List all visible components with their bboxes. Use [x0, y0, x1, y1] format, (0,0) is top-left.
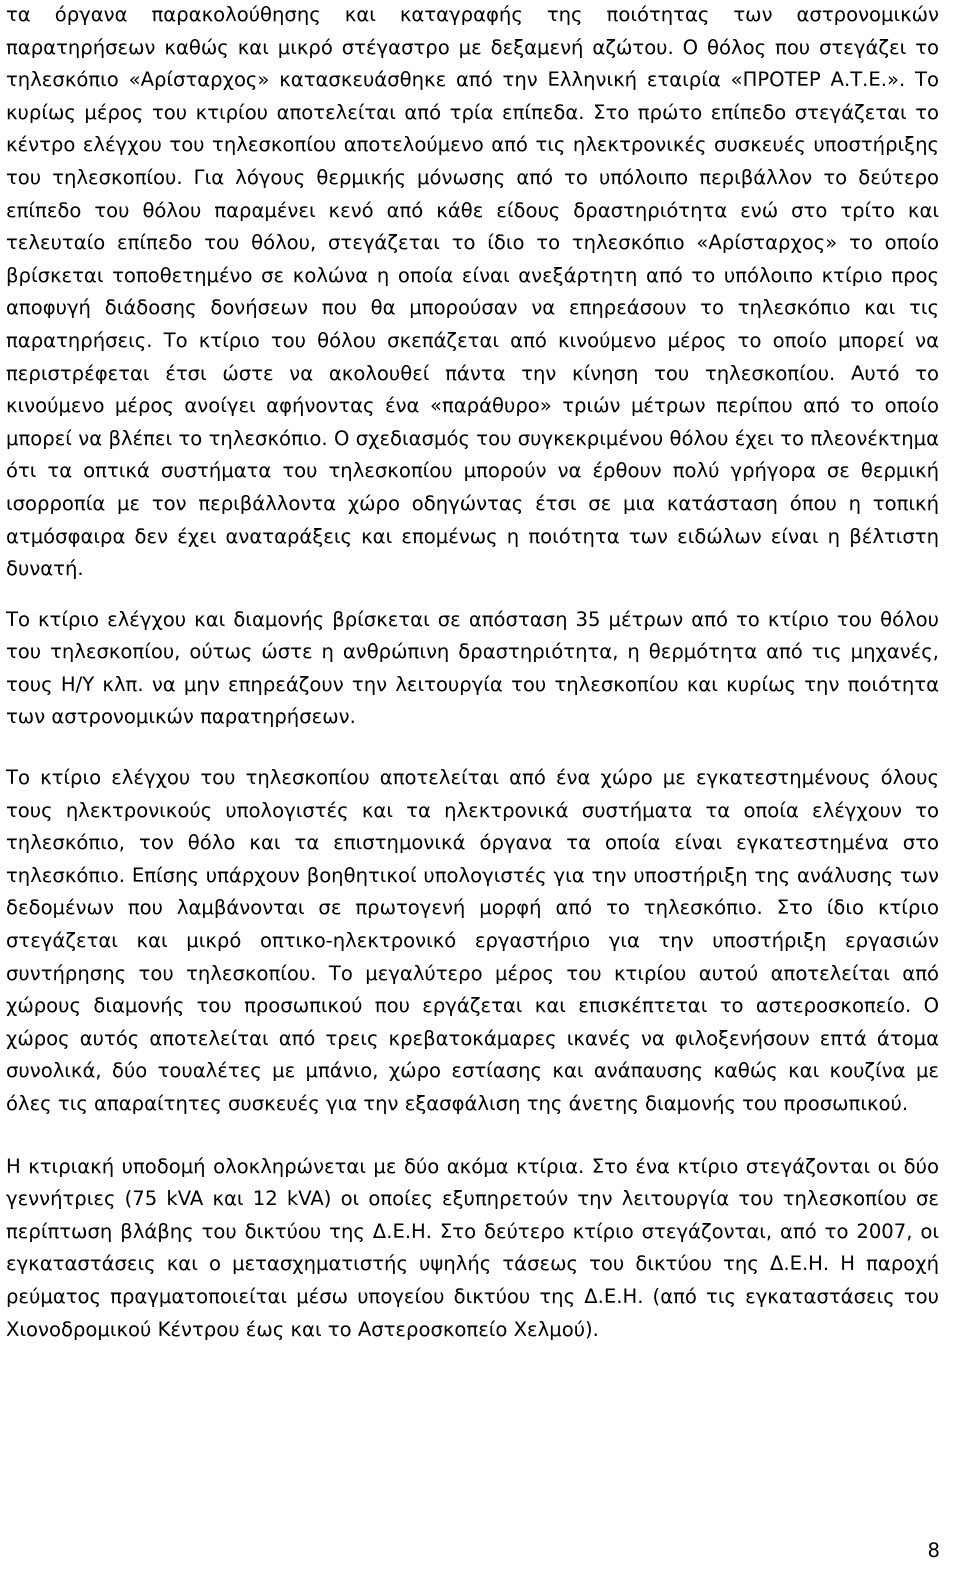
paragraph-infrastructure: Η κτιριακή υποδομή ολοκληρώνεται με δύο ακόμα κτίρια. Στο ένα κτίριο στεγάζονται οι δύο γεννήτριες (75 kVA και 12 kVA) οι οποίες εξυπηρετούν την λειτουργία του τηλεσκοπίου σε περίπτωση βλάβης του δικτύου της Δ.Ε.Η. Στο δεύτερο κτίριο στεγάζονται, από το 2007, οι εγκαταστάσεις και ο μετασχηματιστής υψηλής τάσεως του δικτύου της Δ.Ε.Η. Η παροχή ρεύματος πραγματοποιείται μέσω υπογείου δικτύου της Δ.Ε.Η. (από τις εγκαταστάσεις του Χιονοδρομικού Κέντρου έως και το Αστεροσκοπείο Χελμού). — [6, 1154, 939, 1341]
paragraph-dome-description: τα όργανα παρακολούθησης και καταγραφής της ποιότητας των αστρονομικών παρατηρήσεων καθώς και μικρό στέγαστρο με δεξαμενή αζώτου. Ο θόλος που στεγάζει το τηλεσκόπιο «Αρίσταρχος» κατασκευάσθηκε από την Ελληνική εταιρία «ΠΡΟΤΕΡ Α.Τ.Ε.». Το κυρίως μέρος του κτιρίου αποτελείται από τρία επίπεδα. Στο πρώτο επίπεδο στεγάζεται το κέντρο ελέγχου του τηλεσκοπίου αποτελούμενο από τις ηλεκτρονικές συσκευές υποστήριξης του τηλεσκοπίου. Για λόγους θερμικής μόνωσης από το υπόλοιπο περιβάλλον το δεύτερο επίπεδο του θόλου παραμένει κενό από κάθε είδους δραστηριότητα ενώ στο τρίτο και τελευταίο επίπεδο του θόλου, στεγάζεται το ίδιο το τηλεσκόπιο «Αρίσταρχος» το οποίο βρίσκεται τοποθετημένο σε κολώνα η οποία είναι ανεξάρτητη από το υπόλοιπο κτίριο προς αποφυγή διάδοσης δονήσεων που θα μπορούσαν να επηρεάσουν το τηλεσκόπιο και τις παρατηρήσεις. Το κτίριο του θόλου σκεπάζεται από κινούμενο μέρος το οποίο μπορεί να περιστρέφεται έτσι ώστε να ακολουθεί πάντα την κίνηση του τηλεσκοπίου. Αυτό το κινούμενο μέρος ανοίγει αφήνοντας ένα «παράθυρο» τριών μέτρων περίπου από το οποίο μπορεί να βλέπει το τηλεσκόπιο. Ο σχεδιασμός του συγκεκριμένου θόλου έχει το πλεονέκτημα ότι τα οπτικά συστήματα του τηλεσκοπίου μπορούν να έρθουν πολύ γρήγορα σε θερμική ισορροπία με τον περιβάλλοντα χώρο οδηγώντας έτσι σε μια κατάσταση όπου η τοπική ατμόσφαιρα δεν έχει αναταράξεις και επομένως η ποιότητα των ειδώλων είναι η βέλτιστη δυνατή. — [6, 3, 939, 581]
page-number: 8 — [927, 1539, 940, 1562]
paragraph-control-building-contents: Το κτίριο ελέγχου του τηλεσκοπίου αποτελείται από ένα χώρο με εγκατεστημένους όλους τους ηλεκτρονικούς υπολογιστές και τα ηλεκτρονικά συστήματα τα οποία ελέγχουν το τηλεσκόπιο, τον θόλο και τα επιστημονικά όργανα τα οποία είναι εγκατεστημένα στο τηλεσκόπιο. Επίσης υπάρχουν βοηθητικοί υπολογιστές για την υποστήριξη της ανάλυσης των δεδομένων που λαμβάνονται σε πρωτογενή μορφή από το τηλεσκόπιο. Στο ίδιο κτίριο στεγάζεται και μικρό οπτικο-ηλεκτρονικό εργαστήριο για την υποστήριξη εργασιών συντήρησης του τηλεσκοπίου. Το μεγαλύτερο μέρος του κτιρίου αυτού αποτελείται από χώρους διαμονής του προσωπικού που εργάζεται και επισκέπτεται το αστεροσκοπείο. Ο χώρος αυτός αποτελείται από τρεις κρεβατοκάμαρες ικανές να φιλοξενήσουν επτά άτομα συνολικά, δύο τουαλέτες με μπάνιο, χώρο εστίασης και ανάπαυσης καθώς και κουζίνα με όλες τις απαραίτητες συσκευές για την εξασφάλιση της άνετης διαμονής του προσωπικού. — [6, 766, 939, 1115]
paragraph-control-building-distance: Το κτίριο ελέγχου και διαμονής βρίσκεται σε απόσταση 35 μέτρων από το κτίριο του θόλου του τηλεσκοπίου, ούτως ώστε η ανθρώπινη δραστηριότητα, η θερμότητα από τις μηχανές, τους Η/Υ κλπ. να μην επηρεάζουν την λειτουργία του τηλεσκοπίου και κυρίως την ποιότητα των αστρονομικών παρατηρήσεων. — [6, 607, 939, 729]
document-page — [6, 0, 939, 1346]
